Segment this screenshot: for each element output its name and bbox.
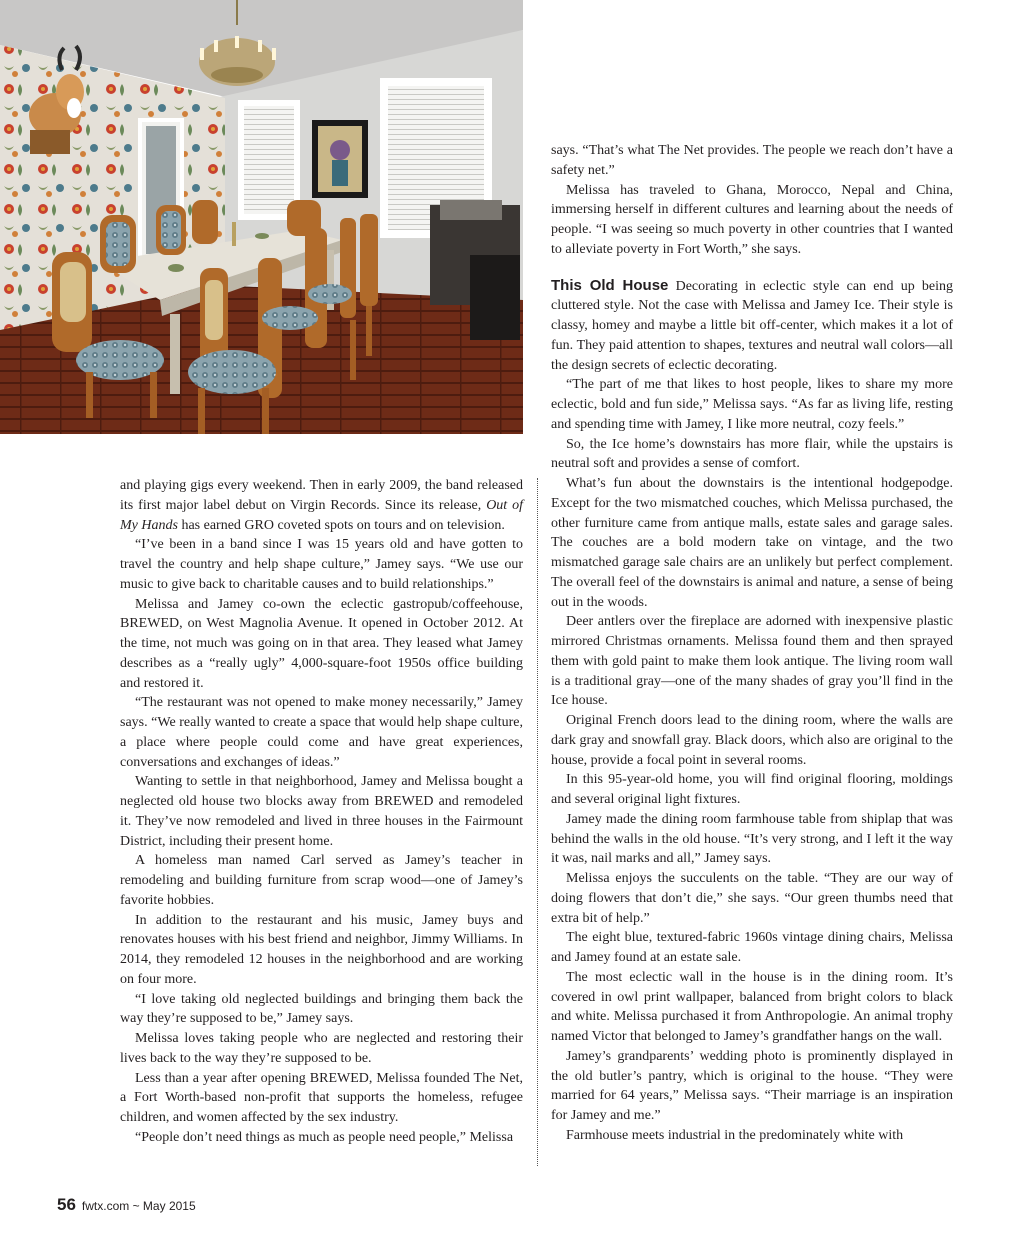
paragraph: Melissa and Jamey co-own the eclectic gastropub/coffeehouse, BREWED, on West Magnolia Avenue. It opened in October 2012. At the time, not much was going on in that area. They leased what Jamey describes as a “really ugly” 4,000-square-foot 1950s office building and restored it. [120, 596, 523, 691]
dining-room-photo [0, 0, 523, 434]
column-divider [537, 478, 538, 1166]
paragraph: says. “That’s what The Net provides. The people we reach don’t have a safety net.” [551, 143, 953, 178]
paragraph: Melissa enjoys the succulents on the table. “They are our way of doing flowers that don’t die,” she says. “Our green thumbs need that extra bit of help.” [551, 871, 953, 926]
paragraph: The eight blue, textured-fabric 1960s vintage dining chairs, Melissa and Jamey found at an estate sale. [551, 930, 953, 965]
paragraph: “The part of me that likes to host people, likes to share my more eclectic, bold and fun side,” Melissa says. “As far as living life, resting and spending time with Jamey, I like more neutral, cozy feels.” [551, 377, 953, 432]
paragraph: Less than a year after opening BREWED, Melissa founded The Net, a Fort Worth-based non-profit that supports the homeless, refugee children, and women affected by the sex industry. [120, 1070, 523, 1125]
paragraph: So, the Ice home’s downstairs has more flair, while the upstairs is neutral soft and provides a sense of comfort. [551, 436, 953, 472]
paragraph: In this 95-year-old home, you will find original flooring, moldings and several original light fixtures. [551, 772, 953, 807]
paragraph: and playing gigs every weekend. Then in early 2009, the band released its first major label debut on Virgin Records. Since its release, Out of My Hands has earned GRO coveted spots on tours and on television. [120, 478, 524, 533]
page-number: 56 [57, 1195, 76, 1214]
paragraph: This Old House Decorating in eclectic style can end up being cluttered style. Not the case with Melissa and Jamey Ice. Their style is classy, homey and maybe a little bit off-center, which makes it a lot of fun. They paid attention to shapes, textures and neutral wall colors—all the design secrets of eclectic decorating. [551, 276, 953, 373]
paragraph: In addition to the restaurant and his music, Jamey buys and renovates houses with his best friend and neighbor, Jimmy Williams. In 2014, they remodeled 12 houses in the neighborhood and are working on four more. [120, 912, 523, 987]
paragraph: Deer antlers over the fireplace are adorned with inexpensive plastic mirrored Christmas ornaments. Melissa found them and then sprayed them with gold paint to make them look antique. The living room wall is a traditional gray—one of the many shades of gray you’ll find in the Ice house. [551, 614, 953, 709]
paragraph: “The restaurant was not opened to make money necessarily,” Jamey says. “We really wanted to create a space that would help shape culture, a place where people could come and have great experiences, conversations and exchanges of ideas.” [120, 695, 523, 770]
paragraph: Original French doors lead to the dining room, where the walls are dark gray and snowfall gray. Black doors, which also are original to the house, provide a focal point in several rooms. [551, 713, 953, 768]
paragraph: Jamey’s grandparents’ wedding photo is prominently displayed in the old butler’s pantry, which is original to the house. “They were married for 64 years,” Melissa says. “Their marriage is an inspiration for Jamey and me.” [551, 1048, 953, 1123]
paragraph: A homeless man named Carl served as Jamey’s teacher in remodeling and building furniture from scrap wood—one of Jamey’s favorite hobbies. [120, 853, 523, 908]
paragraph: Melissa loves taking people who are neglected and restoring their lives back to the way they’re supposed to be. [120, 1031, 523, 1066]
left-column [120, 476, 523, 1148]
paragraph: Farmhouse meets industrial in the predominately white with [566, 1127, 904, 1143]
paragraph: Wanting to settle in that neighborhood, Jamey and Melissa bought a neglected old house two blocks away from BREWED and remodeled it. They’ve now remodeled and lived in three houses in the Fairmount District, including their present home. [120, 774, 523, 849]
paragraph: “I’ve been in a band since I was 15 years old and have gotten to travel the country and help shape culture,” Jamey says. “We use our music to give back to charitable causes and to build relationships.” [120, 537, 523, 592]
album-title: Out of My Hands [120, 497, 524, 533]
paragraph: What’s fun about the downstairs is the intentional hodgepodge. Except for the two mismatched couches, which Melissa purchased, the other furniture came from antique malls, estate sales and garage sales. The couches are a bold modern take on vintage, and the two mismatched garage sale chairs are an unlikely but perfect complement. The overall feel of the downstairs is animal and nature, a sense of being out in the woods. [551, 476, 953, 610]
paragraph: The most eclectic wall in the house is in the dining room. It’s covered in owl print wallpaper, balanced from bright colors to black and white. Melissa purchased it from Anthropologie. An animal trophy named Victor that belonged to Jamey’s grandfather hangs on the wall. [551, 969, 953, 1044]
paragraph: “People don’t need things as much as people need people,” Melissa [135, 1129, 514, 1145]
paragraph: Melissa has traveled to Ghana, Morocco, Nepal and China, immersing herself in different cultures and learning about the needs of people. “I was seeing so much poverty in other countries that I wanted to alleviate poverty in Fort Worth,” she says. [551, 182, 953, 257]
publication-info: fwtx.com ~ May 2015 [81, 1199, 196, 1213]
page-footer [57, 1195, 196, 1215]
paragraph: “I love taking old neglected buildings and bringing them back the way they’re supposed to be,” Jamey says. [120, 991, 523, 1027]
paragraph: Jamey made the dining room farmhouse table from shiplap that was behind the walls in the old house. “It’s very strong, and I left it the way it was, nail marks and all,” Jamey says. [551, 811, 953, 867]
right-column [551, 141, 953, 1146]
section-heading: This Old House [551, 276, 669, 294]
